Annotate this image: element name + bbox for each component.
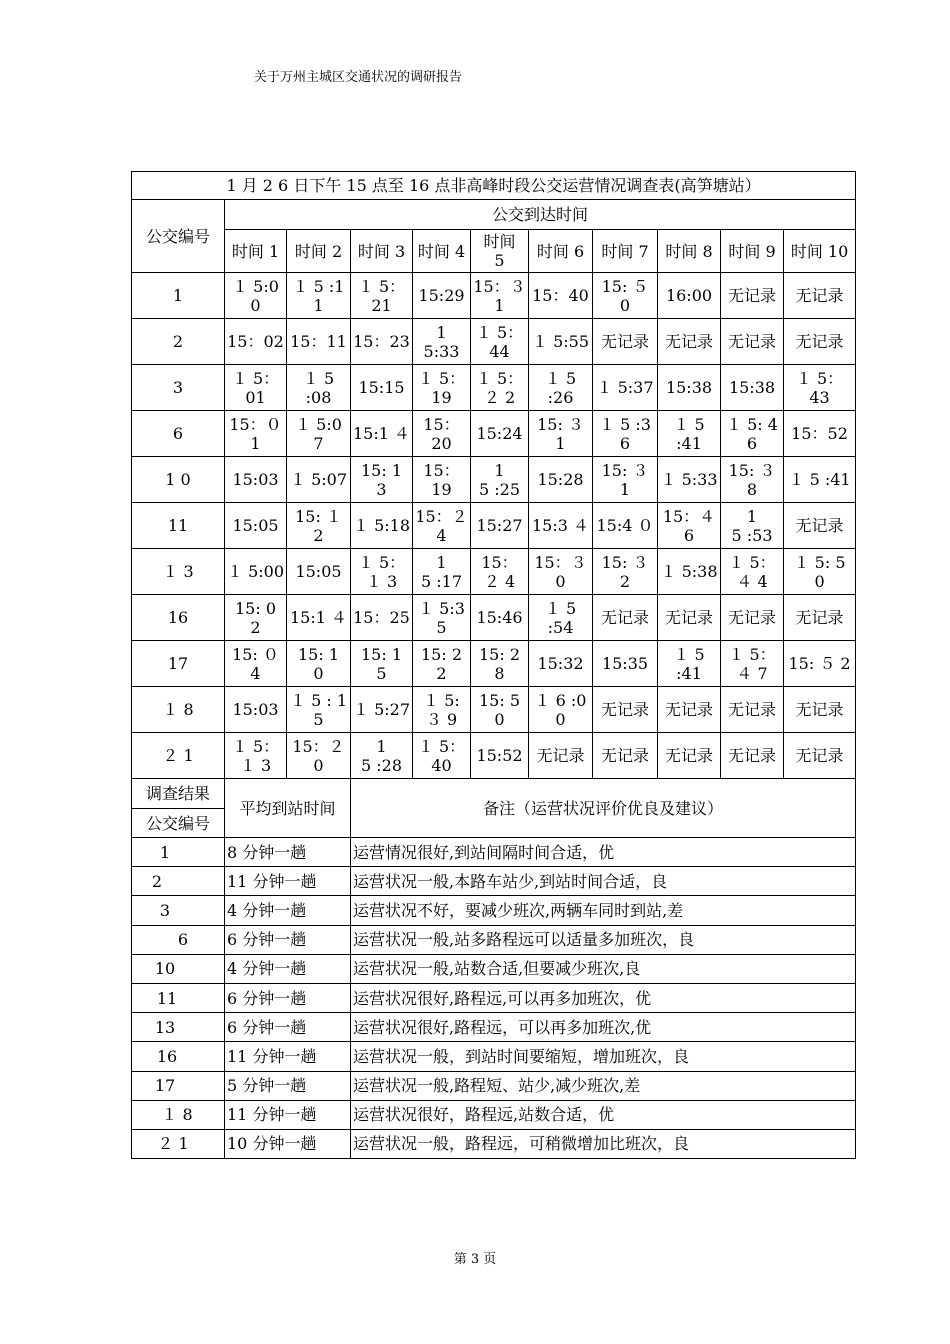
time-header: 时间 9 (721, 230, 784, 273)
table-row (132, 733, 856, 779)
time-header: 时间 1 (225, 230, 287, 273)
arrival-time-cell: 15:4 ０ (593, 503, 658, 549)
bus-number-cell: 6 (132, 411, 225, 457)
summary-bus-number: 13 (132, 1013, 225, 1042)
arrival-time-cell: 15:1 ４ (287, 595, 351, 641)
arrival-time-cell: １ 5 :3 6 (593, 411, 658, 457)
avg-arrival-time: 4 分钟一趟 (225, 896, 351, 925)
arrival-time-cell: 15：02 (225, 319, 287, 365)
arrival-time-cell: １ 5： １ 3 (225, 733, 287, 779)
table-row (132, 641, 856, 687)
avg-arrival-header: 平均到站时间 (225, 779, 351, 838)
arrival-time-cell: 无记录 (784, 503, 856, 549)
summary-bus-number-header: 公交编号 (132, 809, 225, 838)
arrival-time-cell: 15: 5 0 (471, 687, 529, 733)
arrival-time-cell: 15: ３ 1 (593, 457, 658, 503)
arrival-time-cell: 1 5:33 (413, 319, 471, 365)
arrival-time-cell: 无记录 (784, 319, 856, 365)
arrival-time-cell: 1 5 :28 (351, 733, 413, 779)
arrival-time-cell: 15:46 (471, 595, 529, 641)
arrival-time-cell: １ 5:18 (351, 503, 413, 549)
avg-arrival-time: 10 分钟一趟 (225, 1129, 351, 1158)
time-header: 时间 7 (593, 230, 658, 273)
summary-row (132, 896, 856, 925)
summary-bus-number: ２ 1 (132, 1129, 225, 1158)
summary-row (132, 867, 856, 896)
avg-arrival-time: 6 分钟一趟 (225, 925, 351, 954)
arrival-time-cell: 15:38 (721, 365, 784, 411)
arrival-time-cell: 15：40 (529, 273, 593, 319)
bus-number-cell: 2 (132, 319, 225, 365)
arrival-time-cell: 无记录 (721, 319, 784, 365)
avg-arrival-time: 11 分钟一趟 (225, 1042, 351, 1071)
arrival-time-cell: 15：０ 1 (225, 411, 287, 457)
page-header: 关于万州主城区交通状况的调研报告 (254, 70, 463, 85)
arrival-time-cell: １ 5:07 (287, 457, 351, 503)
arrival-time-cell: 无记录 (658, 595, 721, 641)
arrival-time-cell: 15: ３ 8 (721, 457, 784, 503)
summary-note: 运营状况很好,路程远,可以再多加班次，优 (351, 983, 856, 1012)
summary-note: 运营情况很好,到站间隔时间合适，优 (351, 838, 856, 867)
summary-note: 运营状况一般，路程远，可稍微增加比班次，良 (351, 1129, 856, 1158)
table-title: 1 月 2 6 日下午 15 点至 16 点非高峰时段公交运营情况调查表(高笋塘站） (132, 172, 856, 200)
bus-number-cell: １ 3 (132, 549, 225, 595)
summary-row (132, 983, 856, 1012)
arrival-time-cell: 15:24 (471, 411, 529, 457)
arrival-time-cell: 15：２ 0 (287, 733, 351, 779)
bus-number-cell: １ 8 (132, 687, 225, 733)
arrival-time-cell: 15:03 (225, 687, 287, 733)
arrival-time-cell: 15：３ 1 (471, 273, 529, 319)
arrival-time-cell: 无记录 (784, 687, 856, 733)
avg-arrival-time: 6 分钟一趟 (225, 983, 351, 1012)
summary-row (132, 954, 856, 983)
arrival-time-cell: 1 5 :53 (721, 503, 784, 549)
summary-note: 运营状况一般,本路车站少,到站时间合适，良 (351, 867, 856, 896)
arrival-time-cell: 15:15 (351, 365, 413, 411)
bus-number-header: 公交编号 (132, 200, 225, 273)
summary-bus-number: 17 (132, 1071, 225, 1100)
arrival-time-cell: 15:1 ４ (351, 411, 413, 457)
arrival-time-cell: 15: １ 2 (287, 503, 351, 549)
arrival-time-cell: 15: ０ 4 (225, 641, 287, 687)
arrival-time-cell: 无记录 (784, 733, 856, 779)
arrival-time-header: 公交到达时间 (225, 200, 856, 230)
avg-arrival-time: 11 分钟一趟 (225, 1100, 351, 1129)
arrival-time-cell: １ 5： ２ 2 (471, 365, 529, 411)
arrival-time-cell: １ 5： 43 (784, 365, 856, 411)
arrival-time-cell: 15: 1 3 (351, 457, 413, 503)
note-header: 备注（运营状况评价优良及建议） (351, 779, 856, 838)
table-row (132, 273, 856, 319)
arrival-time-cell: １ 5:38 (658, 549, 721, 595)
summary-note: 运营状况一般,路程短、站少,减少班次,差 (351, 1071, 856, 1100)
summary-note: 运营状况一般，到站时间要缩短，增加班次，良 (351, 1042, 856, 1071)
arrival-time-cell: １ 6 :0 0 (529, 687, 593, 733)
summary-row (132, 1129, 856, 1158)
arrival-time-cell: 15：25 (351, 595, 413, 641)
avg-arrival-time: 4 分钟一趟 (225, 954, 351, 983)
arrival-time-cell: 15:05 (287, 549, 351, 595)
arrival-time-cell: 15: 0 2 (225, 595, 287, 641)
arrival-time-cell: １ 5:0 7 (287, 411, 351, 457)
arrival-time-cell: 1 5 :17 (413, 549, 471, 595)
arrival-time-cell: １ 5： 44 (471, 319, 529, 365)
summary-row (132, 1042, 856, 1071)
arrival-time-cell: 无记录 (658, 733, 721, 779)
time-header: 时间 5 (471, 230, 529, 273)
arrival-time-cell: １ 5 :41 (784, 457, 856, 503)
arrival-time-cell: 15: ３ 1 (529, 411, 593, 457)
avg-arrival-time: 5 分钟一趟 (225, 1071, 351, 1100)
bus-number-cell: ２ 1 (132, 733, 225, 779)
summary-note: 运营状况一般,站数合适,但要减少班次,良 (351, 954, 856, 983)
arrival-time-cell: 无记录 (593, 733, 658, 779)
summary-note: 运营状况一般,站多路程远可以适量多加班次，良 (351, 925, 856, 954)
summary-bus-number: 6 (132, 925, 225, 954)
table-row (132, 549, 856, 595)
arrival-time-cell: １ 5： 19 (413, 365, 471, 411)
bus-number-cell: 1 (132, 273, 225, 319)
summary-row (132, 1071, 856, 1100)
summary-note: 运营状况不好，要减少班次,两辆车同时到站,差 (351, 896, 856, 925)
arrival-time-cell: １ 5:33 (658, 457, 721, 503)
arrival-time-cell: 无记录 (721, 733, 784, 779)
arrival-time-cell: 15：11 (287, 319, 351, 365)
arrival-time-cell: 无记录 (721, 595, 784, 641)
table-row (132, 319, 856, 365)
bus-survey-table (131, 171, 856, 1159)
arrival-time-cell: 15:28 (529, 457, 593, 503)
table-row (132, 457, 856, 503)
avg-arrival-time: 6 分钟一趟 (225, 1013, 351, 1042)
arrival-time-cell: 15：３ 0 (529, 549, 593, 595)
arrival-time-cell: 15: 2 2 (413, 641, 471, 687)
arrival-time-cell: １ 5： １ 3 (351, 549, 413, 595)
summary-note: 运营状况很好,路程远，可以再多加班次,优 (351, 1013, 856, 1042)
arrival-time-cell: 15:05 (225, 503, 287, 549)
arrival-time-cell: １ 5 :26 (529, 365, 593, 411)
arrival-time-cell: 15： 19 (413, 457, 471, 503)
arrival-time-cell: １ 5： 21 (351, 273, 413, 319)
arrival-time-cell: 15：52 (784, 411, 856, 457)
summary-row (132, 1100, 856, 1129)
summary-bus-number: 2 (132, 867, 225, 896)
arrival-time-cell: １ 5: ３ 9 (413, 687, 471, 733)
summary-row (132, 1013, 856, 1042)
arrival-time-cell: 15：23 (351, 319, 413, 365)
arrival-time-cell: 15:35 (593, 641, 658, 687)
arrival-time-cell: 1 5 :25 (471, 457, 529, 503)
arrival-time-cell: １ 5: 5 0 (784, 549, 856, 595)
arrival-time-cell: １ 5： 40 (413, 733, 471, 779)
arrival-time-cell: １ 5 :41 (658, 411, 721, 457)
arrival-time-cell: １ 5: 4 6 (721, 411, 784, 457)
bus-number-cell: 16 (132, 595, 225, 641)
summary-bus-number: 10 (132, 954, 225, 983)
avg-arrival-time: 11 分钟一趟 (225, 867, 351, 896)
summary-bus-number: 11 (132, 983, 225, 1012)
arrival-time-cell: １ 5:3 5 (413, 595, 471, 641)
summary-row (132, 838, 856, 867)
time-header: 时间 10 (784, 230, 856, 273)
arrival-time-cell: 无记录 (721, 687, 784, 733)
arrival-time-cell: 无记录 (784, 273, 856, 319)
page-footer: 第 3 页 (453, 1252, 497, 1267)
bus-number-cell: 3 (132, 365, 225, 411)
summary-bus-number: 3 (132, 896, 225, 925)
arrival-time-cell: 无记录 (658, 687, 721, 733)
arrival-time-cell: 15: ３ 2 (593, 549, 658, 595)
arrival-time-cell: １ 5:37 (593, 365, 658, 411)
arrival-time-cell: 无记录 (593, 595, 658, 641)
arrival-time-cell: 15:3 ４ (529, 503, 593, 549)
arrival-time-cell: 15: 1 0 (287, 641, 351, 687)
time-header: 时间 6 (529, 230, 593, 273)
time-header: 时间 8 (658, 230, 721, 273)
arrival-time-cell: 15: 1 5 (351, 641, 413, 687)
arrival-time-cell: 无记录 (658, 319, 721, 365)
time-header: 时间 4 (413, 230, 471, 273)
arrival-time-cell: １ 5 :41 (658, 641, 721, 687)
arrival-time-cell: １ 5 :54 (529, 595, 593, 641)
table-row (132, 503, 856, 549)
table-row (132, 687, 856, 733)
summary-bus-number: １ 8 (132, 1100, 225, 1129)
arrival-time-cell: １ 5： 01 (225, 365, 287, 411)
arrival-time-cell: 15：２ 4 (413, 503, 471, 549)
arrival-time-cell: １ 5 :1 1 (287, 273, 351, 319)
arrival-time-cell: 15：４ 6 (658, 503, 721, 549)
arrival-time-cell: １ 5:27 (351, 687, 413, 733)
summary-bus-number: 16 (132, 1042, 225, 1071)
arrival-time-cell: １ 5： ４ 4 (721, 549, 784, 595)
arrival-time-cell: １ 5 :08 (287, 365, 351, 411)
table-row (132, 411, 856, 457)
arrival-time-cell: １ 5： ４ 7 (721, 641, 784, 687)
arrival-time-cell: 15: 2 8 (471, 641, 529, 687)
table-row (132, 595, 856, 641)
survey-result-label: 调查结果 (132, 779, 225, 809)
summary-note: 运营状况很好，路程远,站数合适，优 (351, 1100, 856, 1129)
time-header: 时间 2 (287, 230, 351, 273)
arrival-time-cell: １ 5 : 1 5 (287, 687, 351, 733)
arrival-time-cell: 15: ５ 0 (593, 273, 658, 319)
arrival-time-cell: 15:52 (471, 733, 529, 779)
avg-arrival-time: 8 分钟一趟 (225, 838, 351, 867)
table-row (132, 365, 856, 411)
arrival-time-cell: 15： 20 (413, 411, 471, 457)
arrival-time-cell: １ 5:55 (529, 319, 593, 365)
bus-number-cell: 11 (132, 503, 225, 549)
arrival-time-cell: １ 5:00 (225, 549, 287, 595)
arrival-time-cell: 16:00 (658, 273, 721, 319)
arrival-time-cell: 无记录 (721, 273, 784, 319)
arrival-time-cell: 无记录 (784, 595, 856, 641)
arrival-time-cell: 15:27 (471, 503, 529, 549)
arrival-time-cell: 15:03 (225, 457, 287, 503)
bus-number-cell: 17 (132, 641, 225, 687)
arrival-time-cell: 15： ２ 4 (471, 549, 529, 595)
summary-bus-number: 1 (132, 838, 225, 867)
arrival-time-cell: 无记录 (593, 687, 658, 733)
arrival-time-cell: 15:29 (413, 273, 471, 319)
arrival-time-cell: 15:32 (529, 641, 593, 687)
time-header: 时间 3 (351, 230, 413, 273)
arrival-time-cell: 15:38 (658, 365, 721, 411)
arrival-time-cell: １ 5:0 0 (225, 273, 287, 319)
arrival-time-cell: 15: ５ 2 (784, 641, 856, 687)
arrival-time-cell: 无记录 (529, 733, 593, 779)
summary-row (132, 925, 856, 954)
arrival-time-cell: 无记录 (593, 319, 658, 365)
bus-number-cell: 1 0 (132, 457, 225, 503)
